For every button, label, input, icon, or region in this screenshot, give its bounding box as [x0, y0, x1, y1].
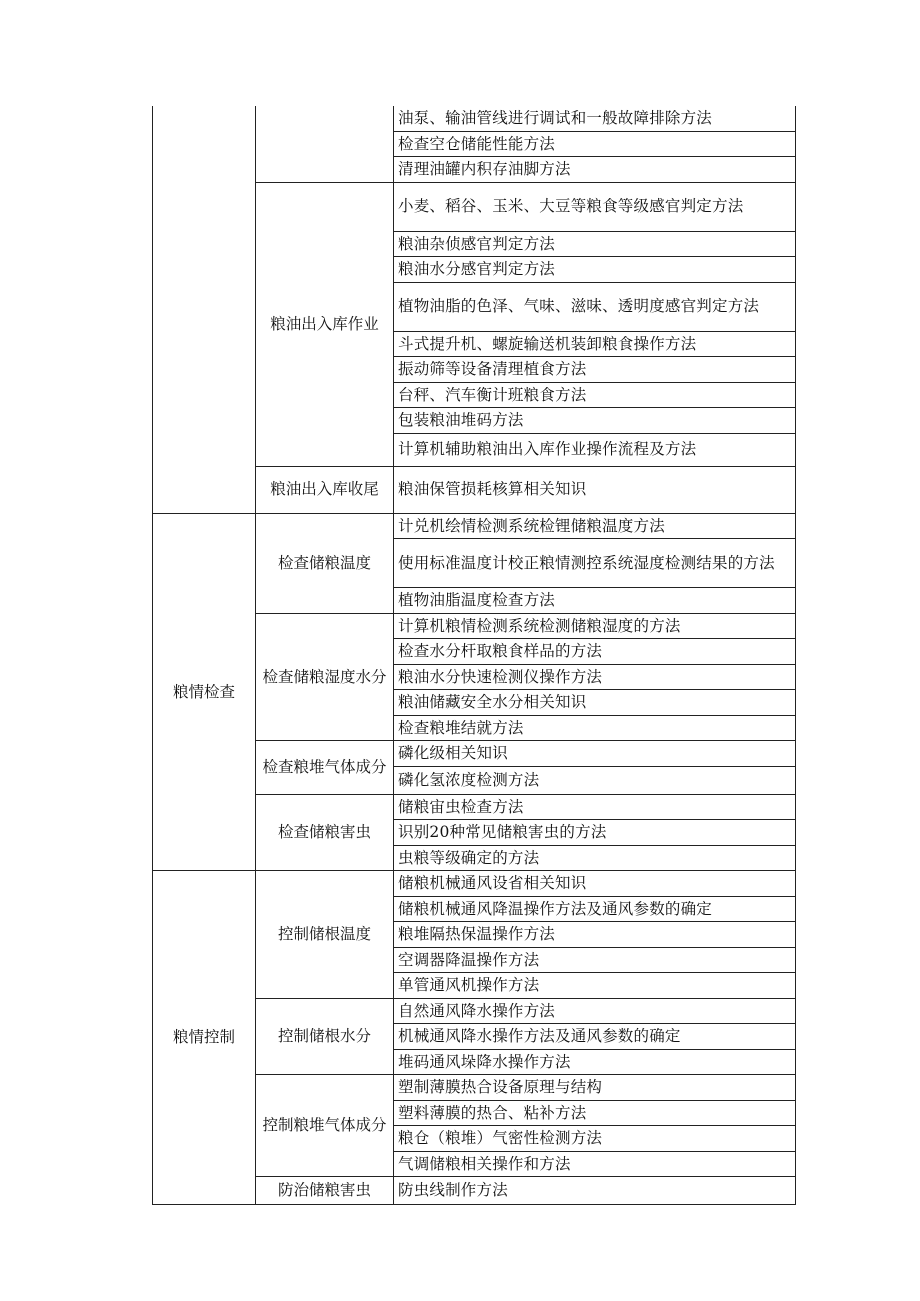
knowledge-item-cell: 检查粮堆结就方法	[394, 715, 796, 741]
subgroup-task-cell: 检查储粮害虫	[256, 794, 394, 871]
table-row	[153, 106, 796, 131]
knowledge-item-cell: 小麦、稻谷、玉米、大豆等粮食等级感官判定方法	[394, 182, 796, 231]
knowledge-item-cell: 包装粮油堆码方法	[394, 408, 796, 434]
knowledge-item-cell: 粮油保管损耗核算相关知识	[394, 466, 796, 513]
knowledge-item-cell: 粮仓（粮堆）气密性检测方法	[394, 1126, 796, 1152]
table-body	[153, 106, 796, 1205]
knowledge-item-cell: 防虫线制作方法	[394, 1177, 796, 1205]
knowledge-item-cell: 斗式提升机、螺旋输送机装卸粮食操作方法	[394, 331, 796, 357]
subgroup-task-cell: 控制储根温度	[256, 871, 394, 999]
table-row	[153, 871, 796, 897]
knowledge-item-cell: 空调器降温操作方法	[394, 947, 796, 973]
knowledge-item-cell: 植物油脂温度检查方法	[394, 588, 796, 614]
subgroup-task-cell	[256, 106, 394, 182]
knowledge-item-cell: 气调储粮相关操作和方法	[394, 1151, 796, 1177]
subgroup-task-cell: 检查储粮温度	[256, 513, 394, 613]
knowledge-item-cell: 单管通风机操作方法	[394, 973, 796, 999]
knowledge-item-cell: 粮油储藏安全水分相关知识	[394, 690, 796, 716]
knowledge-item-cell: 植物油脂的色泽、气味、滋味、透明度感官判定方法	[394, 282, 796, 331]
knowledge-item-cell: 检查水分杆取粮食样品的方法	[394, 639, 796, 665]
knowledge-item-cell: 虫粮等级确定的方法	[394, 845, 796, 871]
subgroup-task-cell: 检查储粮湿度水分	[256, 613, 394, 741]
knowledge-item-cell: 油泵、输油管线进行调试和一般故障排除方法	[394, 106, 796, 131]
knowledge-item-cell: 塑料薄膜的热合、粘补方法	[394, 1100, 796, 1126]
group-category-cell: 粮情检查	[153, 513, 256, 871]
knowledge-item-cell: 粮油水分快速检测仪操作方法	[394, 664, 796, 690]
knowledge-item-cell: 自然通风降水操作方法	[394, 998, 796, 1024]
subgroup-task-cell: 粮油出入库作业	[256, 182, 394, 466]
knowledge-item-cell: 储粮宙虫检查方法	[394, 794, 796, 820]
group-category-cell: 粮情控制	[153, 871, 256, 1205]
knowledge-item-cell: 振动筛等设备清理植食方法	[394, 357, 796, 383]
subgroup-task-cell: 粮油出入库收尾	[256, 466, 394, 513]
knowledge-item-cell: 磷化级相关知识	[394, 741, 796, 767]
knowledge-item-cell: 储粮机械通风降温操作方法及通风参数的确定	[394, 896, 796, 922]
knowledge-item-cell: 磷化氢浓度检测方法	[394, 766, 796, 794]
subgroup-task-cell: 控制储根水分	[256, 998, 394, 1075]
group-category-cell	[153, 106, 256, 513]
knowledge-item-cell: 堆码通风垛降水操作方法	[394, 1049, 796, 1075]
subgroup-task-cell: 防治储粮害虫	[256, 1177, 394, 1205]
knowledge-item-cell: 机械通风降水操作方法及通风参数的确定	[394, 1024, 796, 1050]
knowledge-item-cell: 台秤、汽车衡计班粮食方法	[394, 382, 796, 408]
table-row	[153, 513, 796, 539]
knowledge-item-cell: 检查空仓储能性能方法	[394, 131, 796, 157]
knowledge-item-cell: 粮油水分感官判定方法	[394, 257, 796, 283]
knowledge-item-cell: 识别20种常见储粮害虫的方法	[394, 820, 796, 846]
knowledge-item-cell: 使用标准温度计校正粮情测控系统湿度检测结果的方法	[394, 539, 796, 588]
subgroup-task-cell: 检查粮堆气体成分	[256, 741, 394, 795]
knowledge-item-cell: 计兑机绘情检测系统检锂储粮温度方法	[394, 513, 796, 539]
subgroup-task-cell: 控制粮堆气体成分	[256, 1075, 394, 1177]
knowledge-item-cell: 粮油杂侦感官判定方法	[394, 231, 796, 257]
knowledge-item-cell: 粮堆隔热保温操作方法	[394, 922, 796, 948]
knowledge-item-cell: 储粮机械通风设省相关知识	[394, 871, 796, 897]
content-table-container	[152, 106, 795, 1205]
knowledge-item-cell: 计算机粮情检测系统检测储粮湿度的方法	[394, 613, 796, 639]
knowledge-item-cell: 清理油罐内积存油脚方法	[394, 157, 796, 183]
knowledge-item-cell: 塑制薄膜热合设备原理与结构	[394, 1075, 796, 1101]
skills-knowledge-table	[152, 106, 796, 1205]
knowledge-item-cell: 计算机辅助粮油出入库作业操作流程及方法	[394, 433, 796, 466]
